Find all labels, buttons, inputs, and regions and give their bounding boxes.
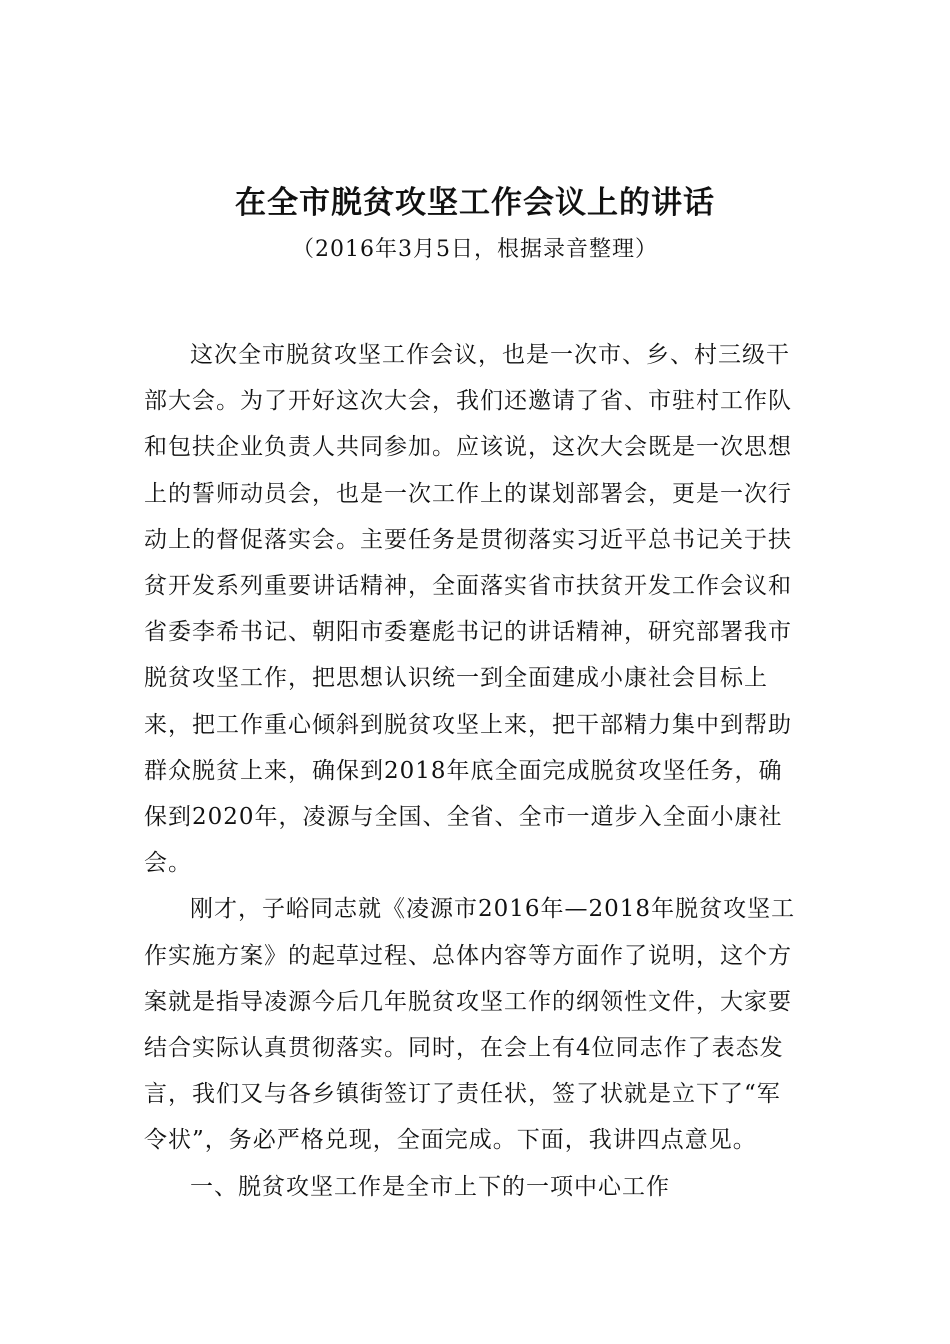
paragraph-plan: 刚才，子峪同志就《凌源市2016年—2018年脱贫攻坚工作实施方案》的起草过程、总体内容等方面作了说明，这个方案就是指导凌源今后几年脱贫攻坚工作的纲领性文件，大家要结合实际认真贯彻落实。同时，在会上有4位同志作了表态发言，我们又与各乡镇街签订了责任状，签了状就是立下了“军令状”，务必严格兑现，全面完成。下面，我讲四点意见。	[144, 896, 796, 1154]
document-body	[144, 332, 804, 1210]
document-title: 在全市脱贫攻坚工作会议上的讲话	[235, 185, 715, 221]
paragraph-intro: 这次全市脱贫攻坚工作会议，也是一次市、乡、村三级干部大会。为了开好这次大会，我们还邀请了省、市驻村工作队和包扶企业负责人共同参加。应该说，这次大会既是一次思想上的誓师动员会，也是一次工作上的谋划部署会，更是一次行动上的督促落实会。主要任务是贯彻落实习近平总书记关于扶贫开发系列重要讲话精神，全面落实省市扶贫开发工作会议和省委李希书记、朝阳市委蹇彪书记的讲话精神，研究部署我市脱贫攻坚工作，把思想认识统一到全面建成小康社会目标上来，把工作重心倾斜到脱贫攻坚上来，把干部精力集中到帮助群众脱贫上来，确保到2018年底全面完成脱贫攻坚任务，确保到2020年，凌源与全国、全省、全市一道步入全面小康社会。	[144, 342, 792, 877]
section-heading-one: 一、脱贫攻坚工作是全市上下的一项中心工作	[190, 1173, 670, 1200]
document-subtitle: （2016年3月5日，根据录音整理）	[292, 237, 658, 262]
